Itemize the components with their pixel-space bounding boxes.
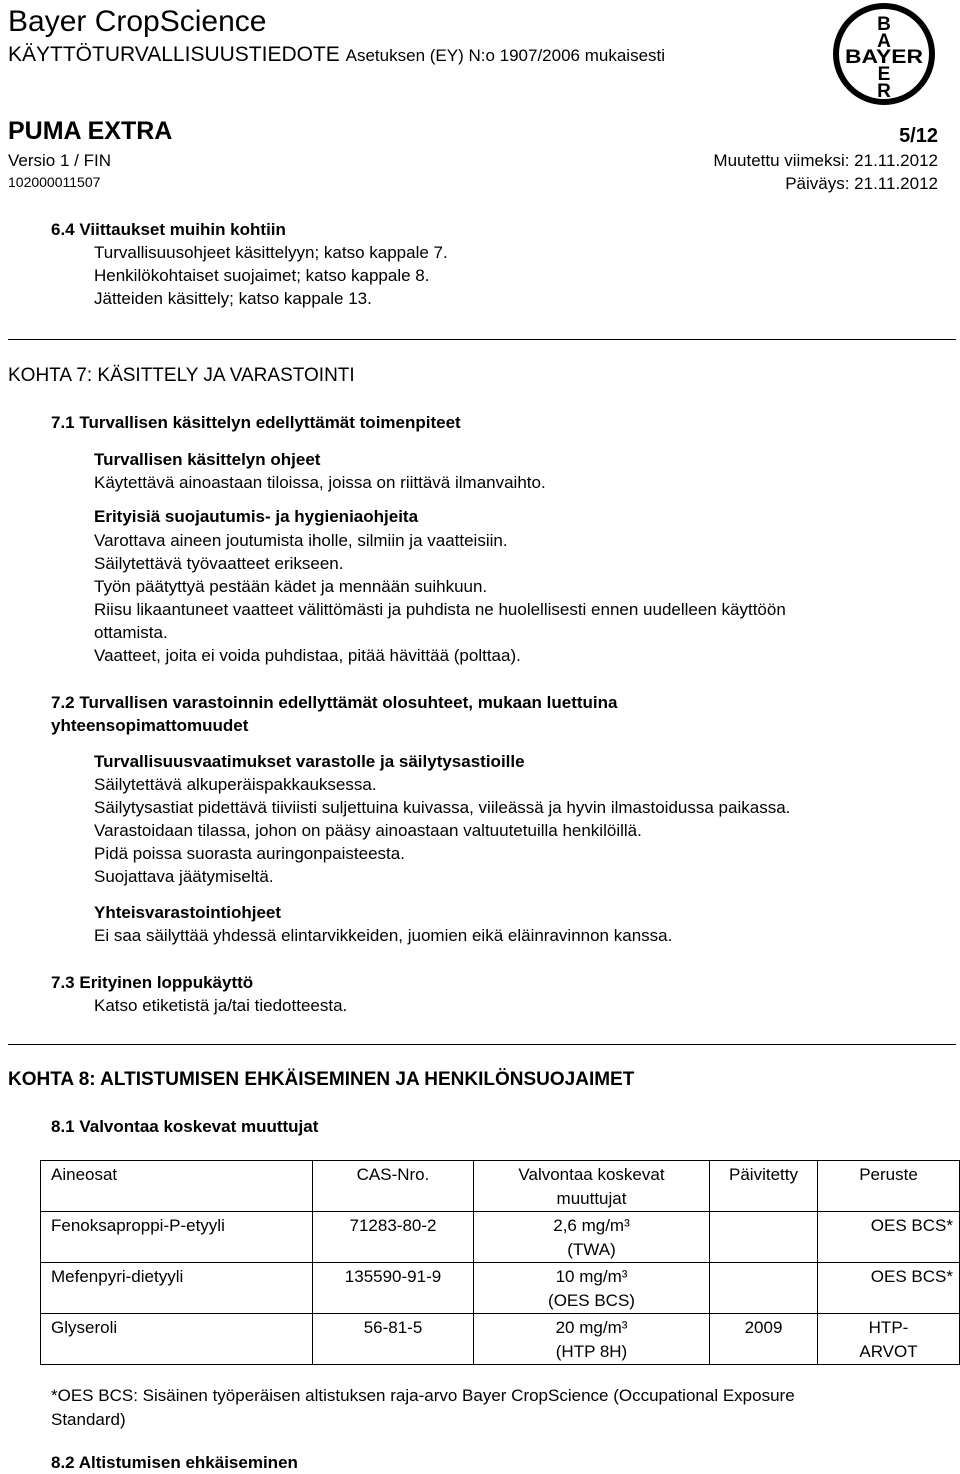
product-name: PUMA EXTRA (8, 117, 173, 145)
storage-line: Varastoidaan tilassa, johon on pääsy ainoastaan valtuutetuilla henkilöillä. (94, 821, 642, 840)
issue-date: Päiväys: 21.11.2012 (785, 174, 938, 193)
storage-line: Säilytysastiat pidettävä tiiviisti suljettuina kuivassa, viileässä ja hyvin ilmastoidussa paikassa. (94, 798, 791, 817)
table-cell: Glyseroli (41, 1314, 313, 1365)
common-storage-text: Ei saa säilyttää yhdessä elintarvikkeiden, juomien eikä eläinravinnon kanssa. (94, 926, 673, 945)
handling-instructions-text: Käytettävä ainoastaan tiloissa, joissa on riittävä ilmanvaihto. (94, 473, 546, 492)
table-cell: 20 mg/m³ (HTP 8H) (474, 1314, 710, 1365)
logo-letter: A (877, 31, 891, 52)
storage-requirements-title: Turvallisuusvaatimukset varastolle ja säilytysastioille (94, 752, 525, 771)
modified-date: Muutettu viimeksi: 21.11.2012 (713, 151, 938, 170)
logo-word: BAYER (845, 47, 924, 68)
table-cell: Fenoksaproppi-P-etyyli (41, 1212, 313, 1263)
table-row (41, 1314, 960, 1365)
table-cell: CAS-Nro. (313, 1161, 474, 1212)
table-cell: 135590-91-9 (313, 1263, 474, 1314)
version-label: Versio 1 / FIN (8, 151, 111, 170)
section-7-heading: KOHTA 7: KÄSITTELY JA VARASTOINTI (8, 365, 355, 386)
logo-letter: B (877, 14, 891, 35)
document-number: 102000011507 (8, 174, 101, 190)
section-6-4-line: Henkilökohtaiset suojaimet; katso kappale 8. (94, 266, 430, 285)
table-cell: HTP- ARVOT (818, 1314, 960, 1365)
table-cell: OES BCS* (818, 1263, 960, 1314)
table-cell: Mefenpyri-dietyyli (41, 1263, 313, 1314)
table-cell: 10 mg/m³ (OES BCS) (474, 1263, 710, 1314)
hygiene-title: Erityisiä suojautumis- ja hygieniaohjeita (94, 507, 419, 526)
table-cell: 71283-80-2 (313, 1212, 474, 1263)
section-8-1-title: 8.1 Valvontaa koskevat muuttujat (51, 1117, 319, 1136)
hygiene-line: Työn päätyttyä pestään kädet ja mennään suihkuun. (94, 577, 488, 596)
regulation-reference: Asetuksen (EY) N:o 1907/2006 mukaisesti (345, 46, 666, 65)
table-cell: OES BCS* (818, 1212, 960, 1263)
table-header-row (41, 1161, 960, 1212)
table-row (41, 1263, 960, 1314)
logo-letter: R (877, 81, 891, 102)
table-footnote: *OES BCS: Sisäinen työperäisen altistuksen raja-arvo Bayer CropScience (Occupational Exposure Standard) (51, 1386, 795, 1429)
table-cell: 2009 (710, 1314, 818, 1365)
logo-letter: E (877, 64, 891, 85)
section-7-2-title: 7.2 Turvallisen varastoinnin edellyttämät olosuhteet, mukaan luettuina (51, 693, 618, 712)
hygiene-line: Vaatteet, joita ei voida puhdistaa, pitää hävittää (polttaa). (94, 646, 521, 665)
section-6-4-line: Turvallisuusohjeet käsittelyyn; katso kappale 7. (94, 243, 448, 262)
document-type (8, 42, 665, 69)
section-divider (8, 339, 956, 340)
bayer-cross-logo (832, 2, 936, 106)
table-row (41, 1212, 960, 1263)
section-7-2-title-cont: yhteensopimattomuudet (51, 716, 249, 735)
section-divider (8, 1044, 956, 1045)
storage-line: Pidä poissa suorasta auringonpaisteesta. (94, 844, 405, 863)
table-cell: Valvontaa koskevat muuttujat (474, 1161, 710, 1212)
hygiene-line: Varottava aineen joutumista iholle, silmiin ja vaatteisiin. (94, 531, 508, 550)
handling-instructions-title: Turvallisen käsittelyn ohjeet (94, 450, 321, 469)
exposure-limits-table (40, 1160, 960, 1365)
section-8-2-title: 8.2 Altistumisen ehkäiseminen (51, 1453, 298, 1472)
section-8-heading: KOHTA 8: ALTISTUMISEN EHKÄISEMINEN JA HENKILÖNSUOJAIMET (8, 1069, 635, 1090)
table-cell: Päivitetty (710, 1161, 818, 1212)
storage-line: Säilytettävä alkuperäispakkauksessa. (94, 775, 377, 794)
hygiene-line: ottamista. (94, 623, 168, 642)
section-6-4-line: Jätteiden käsittely; katso kappale 13. (94, 289, 372, 308)
company-name: Bayer CropScience (8, 5, 267, 38)
table-cell (710, 1263, 818, 1314)
table-cell: Peruste (818, 1161, 960, 1212)
table-cell: 2,6 mg/m³ (TWA) (474, 1212, 710, 1263)
hygiene-line: Riisu likaantuneet vaatteet välittömästi ja puhdista ne huolellisesti ennen uudelleen käyttöön (94, 600, 786, 619)
section-6-4-title: 6.4 Viittaukset muihin kohtiin (51, 220, 286, 239)
table-cell (710, 1212, 818, 1263)
hygiene-line: Säilytettävä työvaatteet erikseen. (94, 554, 344, 573)
document-type-label: KÄYTTÖTURVALLISUUSTIEDOTE (8, 43, 340, 66)
table-cell: Aineosat (41, 1161, 313, 1212)
section-7-1-title: 7.1 Turvallisen käsittelyn edellyttämät toimenpiteet (51, 413, 461, 432)
common-storage-title: Yhteisvarastointiohjeet (94, 903, 282, 922)
page-number: 5/12 (899, 125, 938, 147)
table-cell: 56-81-5 (313, 1314, 474, 1365)
section-7-3-text: Katso etiketistä ja/tai tiedotteesta. (94, 996, 348, 1015)
storage-line: Suojattava jäätymiseltä. (94, 867, 274, 886)
section-7-3-title: 7.3 Erityinen loppukäyttö (51, 973, 254, 992)
